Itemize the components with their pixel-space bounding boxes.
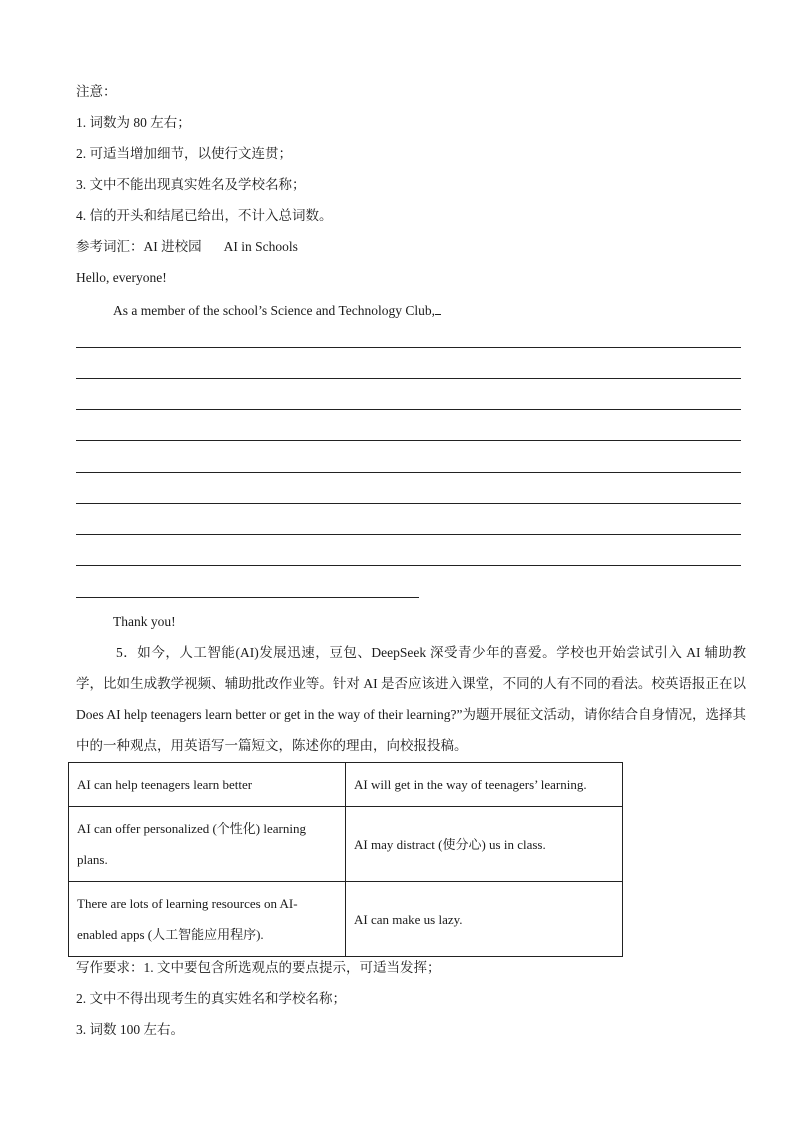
table-cell: AI can help teenagers learn better — [69, 763, 346, 807]
writing-line — [76, 440, 741, 441]
viewpoint-table — [68, 762, 623, 957]
note-item-2: 2. 可适当增加细节，以使行文连贯； — [76, 146, 292, 161]
note-item-1: 1. 词数为 80 左右； — [76, 115, 191, 130]
writing-line — [76, 347, 741, 348]
writing-line — [76, 565, 741, 566]
table-cell: AI may distract (使分心) us in class. — [346, 807, 623, 882]
question-5-body: 5．如今，人工智能(AI)发展迅速，豆包、DeepSeek 深受青少年的喜爱。学校也开始尝试引入 AI 辅助教学，比如生成教学视频、辅助批改作业等。针对 AI 是否应该进入课堂，不同的人有不同的看法。校英语报正在以Does AI help teenagers learn better or get in the way of their learning?”为题开展征文活动，请你结合自身情况，选择其中的一种观点，用英语写一篇短文，陈述你的理由，向校报投稿。 — [76, 645, 746, 753]
vocab-line — [76, 238, 298, 256]
letter-closing: Thank you! — [113, 614, 176, 629]
requirement-3: 3. 词数 100 左右。 — [76, 1022, 184, 1037]
notes-heading: 注意： — [76, 84, 117, 99]
vocab-label: 参考词汇：AI 进校园 — [76, 239, 202, 254]
writing-line-short — [76, 597, 419, 598]
writing-line — [76, 503, 741, 504]
note-item-4: 4. 信的开头和结尾已给出，不计入总词数。 — [76, 208, 333, 223]
blank-start — [435, 301, 441, 315]
writing-line — [76, 409, 741, 410]
writing-line — [76, 378, 741, 379]
table-row — [69, 882, 623, 957]
table-cell: There are lots of learning resources on AI-enabled apps (人工智能应用程序). — [69, 882, 346, 957]
letter-opening-line — [113, 301, 441, 320]
requirement-1: 写作要求：1. 文中要包含所选观点的要点提示，可适当发挥； — [76, 960, 441, 975]
letter-greeting: Hello, everyone! — [76, 270, 167, 285]
question-5-text — [76, 637, 746, 761]
note-item-3: 3. 文中不能出现真实姓名及学校名称； — [76, 177, 306, 192]
requirement-2: 2. 文中不得出现考生的真实姓名和学校名称； — [76, 991, 346, 1006]
vocab-english: AI in Schools — [223, 239, 298, 254]
writing-line — [76, 472, 741, 473]
table-cell: AI will get in the way of teenagers’ learning. — [346, 763, 623, 807]
table-row — [69, 763, 623, 807]
writing-line — [76, 534, 741, 535]
table-cell: AI can make us lazy. — [346, 882, 623, 957]
table-row — [69, 807, 623, 882]
letter-opening: As a member of the school’s Science and Technology Club, — [113, 303, 435, 318]
table-cell: AI can offer personalized (个性化) learning plans. — [69, 807, 346, 882]
